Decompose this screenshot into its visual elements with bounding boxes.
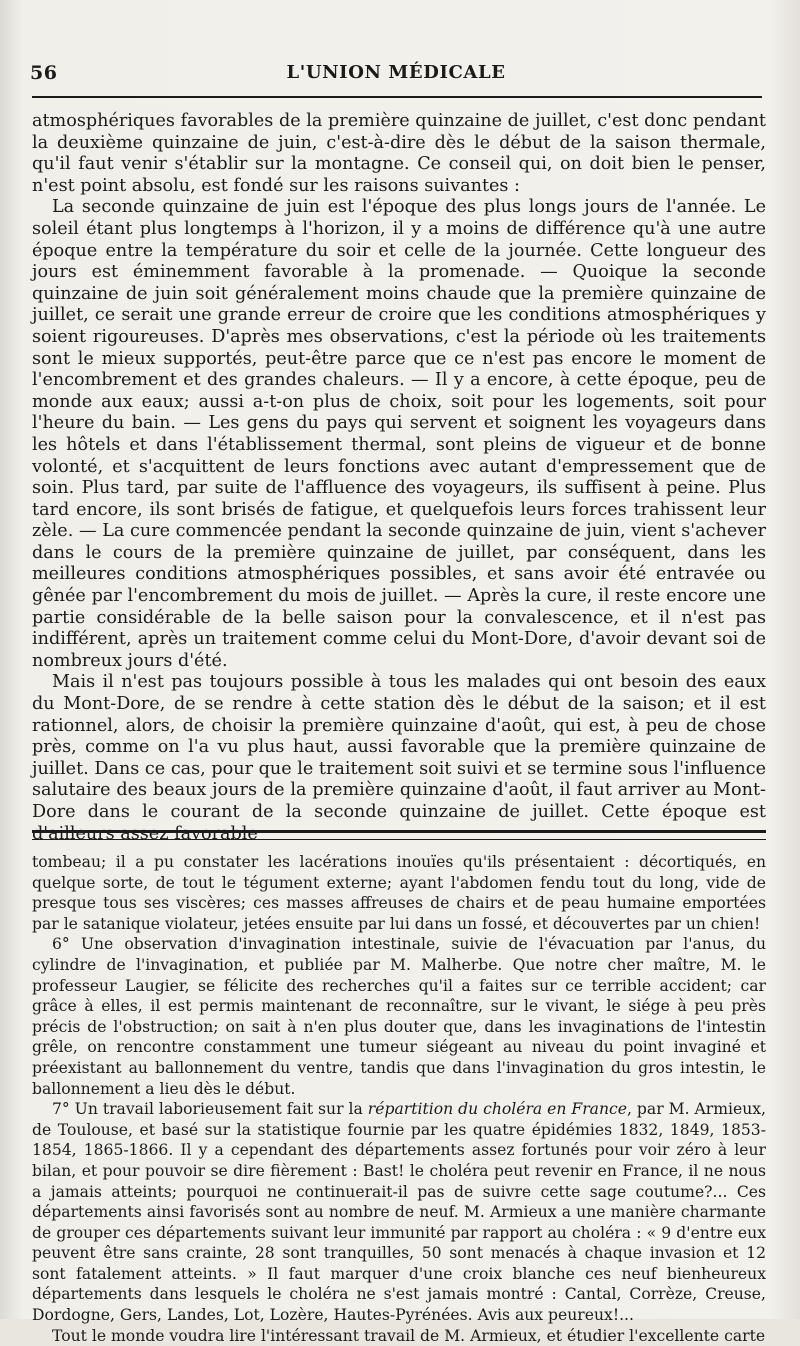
main-paragraph-2: La seconde quinzaine de juin est l'époque des plus longs jours de l'année. Le soleil étant plus longtemps à l'horizon, il y a moins de différence qu'à une autre époque entre la température du soir et celle de la journée. Cette longueur des jours est éminemment favorable à la promenade. — Quoique la seconde quinzaine de juin soit généralement moins chaude que la première quinzaine de juillet, ce serait une grande erreur de croire que les conditions atmosphériques y soient rigoureuses. D'après mes observations, c'est la période où les traitements sont le mieux supportés, peut-être parce que ce n'est pas encore le moment de l'encombrement et des grandes chaleurs. — Il y a encore, à cette époque, peu de monde aux eaux; aussi a-t-on plus de choix, soit pour les logements, soit pour l'heure du bain. — Les gens du pays qui servent et soignent les voyageurs dans les hôtels et dans l'établissement thermal, sont pleins de vigueur et de bonne volonté, et s'acquittent de leurs fonctions avec autant d'empressement que de soin. Plus tard, par suite de l'affluence des voyageurs, ils suffisent à peine. Plus tard encore, ils sont brisés de fatigue, et quelquefois leurs forces trahissent leur zèle. — La cure commencée pendant la seconde quinzaine de juin, vient s'achever dans le cours de la première quinzaine de juillet, par conséquent, dans les meilleures conditions atmosphériques possibles, et sans avoir été entravée ou gênée par l'encombrement du mois de juillet. — Après la cure, il reste encore une partie considérable de la belle saison pour la convalescence, et il n'est pas indifférent, après un traitement comme celui du Mont-Dore, d'avoir devant soi de nombreux jours d'été. bbox=[32, 197, 766, 671]
footnote-text bbox=[32, 852, 766, 1346]
page-header bbox=[30, 62, 762, 94]
footnote-paragraph-2: 6° Une observation d'invagination intestinale, suivie de l'évacuation par l'anus, du cylindre de l'invagination, et publiée par M. Malherbe. Que notre cher maître, M. le professeur Laugier, se félicite des recherches qu'il a faites sur ce terrible accident; car grâce à elles, il est permis maintenant de reconnaître, sur le vivant, le siége à peu près précis de l'obstruction; on sait à n'en plus douter que, dans les invaginations de l'intestin grêle, on rencontre constamment une tumeur siégeant au niveau du point invaginé et préexistant au ballonnement du ventre, tandis que dans l'invagination du gros intestin, le ballonnement a lieu dès le début. bbox=[32, 935, 766, 1098]
footnote-text-run: 7° Un travail laborieusement fait sur la bbox=[52, 1100, 368, 1119]
main-text bbox=[32, 111, 766, 845]
running-title: L'UNION MÉDICALE bbox=[286, 62, 506, 83]
footnote-paragraph-3 bbox=[32, 1099, 766, 1326]
footnote-paragraph-1: tombeau; il a pu constater les lacérations inouïes qu'ils présentaient : décortiqués, en quelque sorte, de tout le tégument externe; ayant l'abdomen fendu tout du long, vide de presque tous ses viscères; ces masses affreuses de chairs et de peau humaine emportées par le satanique violateur, jetées ensuite par lui dans un fossé, et découvertes par un chien! bbox=[32, 853, 766, 933]
main-paragraph-1: atmosphériques favorables de la première quinzaine de juillet, c'est donc pendant la deuxième quinzaine de juin, c'est-à-dire dès le début de la saison thermale, qu'il faut venir s'établir sur la montagne. Ce conseil qui, on doit bien le penser, n'est point absolu, est fondé sur les raisons suivantes : bbox=[32, 111, 766, 196]
footnote-separator-rule bbox=[32, 830, 766, 840]
footnote-text-run: , par M. Armieux, de Toulouse, et basé sur la statistique fournie par les quatre épidémies 1832, 1849, 1853-1854, 1865-1866. Il y a cependant des départements assez fortunés pour voir zéro à leur bilan, et pour pouvoir se dire fièrement : Bast! le choléra peut revenir en France, il ne nous a jamais atteints; pourquoi ne continuerait-il pas de suivre cette sage coutume?... Ces départements ainsi favorisés sont au nombre de neuf. M. Armieux a une manière charmante de grouper ces départements suivant leur immunité par rapport au choléra : « 9 d'entre eux peuvent être sans crainte, 28 sont tranquilles, 50 sont menacés à chaque invasion et 12 sont fatalement atteints. » Il faut marquer d'une croix blanche ces neuf bienheureux départements dans lesquels le choléra ne s'est jamais montré : Cantal, Corrèze, Creuse, Dordogne, Gers, Landes, Lot, Lozère, Hautes-Pyrénées. Avis aux peureux!... bbox=[32, 1100, 767, 1325]
main-paragraph-3: Mais il n'est pas toujours possible à tous les malades qui ont besoin des eaux du Mont-Dore, de se rendre à cette station dès le début de la saison; et il est rationnel, alors, de choisir la première quinzaine d'août, qui est, à peu de chose près, comme on l'a vu plus haut, aussi favorable que la première quinzaine de juillet. Dans ce cas, pour que le traitement soit suivi et se termine sous l'influence salutaire des beaux jours de la première quinzaine d'août, il faut arriver au Mont-Dore dans le courant de la seconde quinzaine de juillet. Cette époque est d'ailleurs assez favorable bbox=[32, 672, 766, 844]
footnote-paragraph-4: Tout le monde voudra lire l'intéressant travail de M. Armieux, et étudier l'excellente carte bbox=[52, 1326, 766, 1345]
header-rule bbox=[32, 96, 762, 98]
study-title: répartition du choléra en France bbox=[367, 1100, 627, 1119]
page-number: 56 bbox=[30, 62, 58, 84]
